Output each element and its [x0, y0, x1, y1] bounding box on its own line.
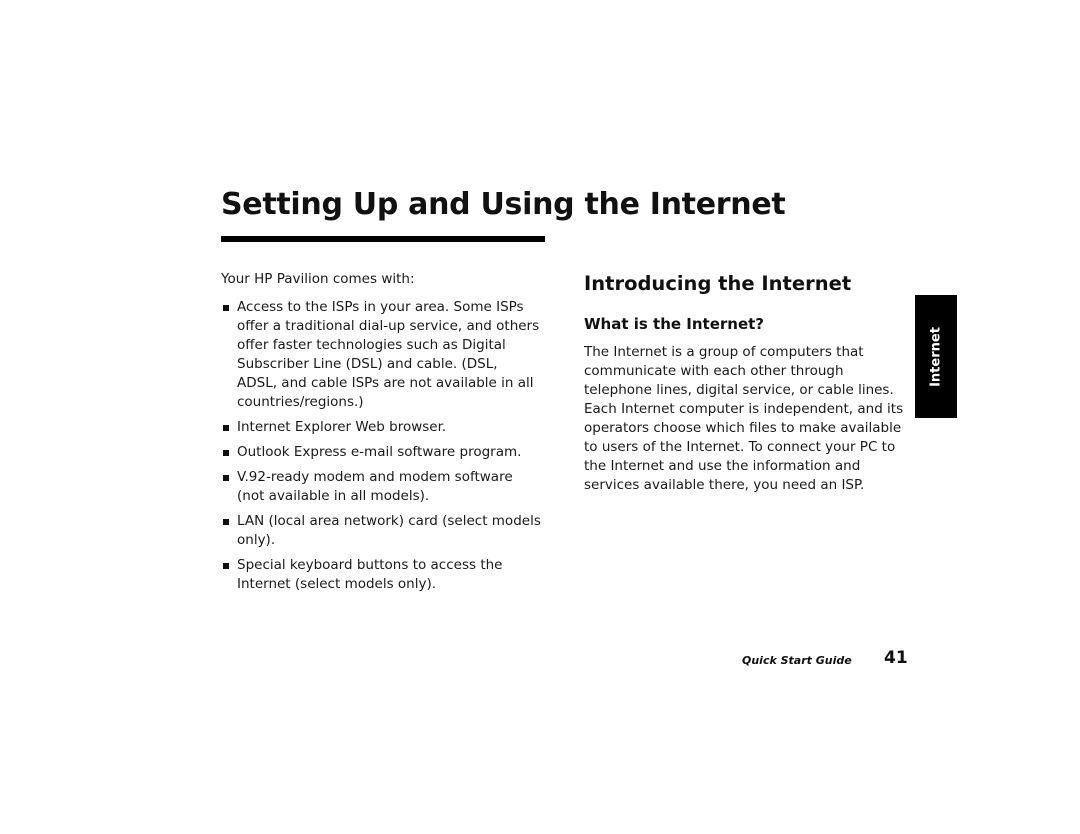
list-item — [221, 443, 541, 462]
bullet-icon — [223, 563, 229, 569]
bullet-icon — [223, 305, 229, 311]
bullet-icon — [223, 475, 229, 481]
right-column — [584, 271, 909, 495]
list-item — [221, 468, 541, 506]
intro-text: Your HP Pavilion comes with: — [221, 271, 415, 287]
title-rule — [221, 236, 545, 242]
list-item-text: Special keyboard buttons to access the Internet (select models only). — [237, 557, 503, 592]
list-item-text: Internet Explorer Web browser. — [237, 419, 447, 435]
list-item-text: Outlook Express e-mail software program. — [237, 444, 522, 460]
left-column — [221, 270, 541, 600]
chapter-side-tab — [915, 295, 957, 418]
bullet-icon — [223, 450, 229, 456]
page-title: Setting Up and Using the Internet — [221, 187, 786, 222]
body-paragraph: The Internet is a group of computers that communicate with each other through telephone lines, digital service, or cable lines. Each Internet computer is independent, and its operators choose which files to make available to users of the Internet. To connect your PC to the Internet and use the information and services available there, you need an ISP. — [584, 344, 904, 493]
list-item-text: V.92-ready modem and modem software (not available in all models). — [237, 469, 513, 504]
side-tab-label: Internet — [928, 326, 944, 387]
page-number: 41 — [884, 648, 908, 668]
footer-guide-label: Quick Start Guide — [742, 654, 852, 667]
list-item — [221, 418, 541, 437]
section-heading: Introducing the Internet — [584, 272, 852, 295]
list-item-text: LAN (local area network) card (select models only). — [237, 513, 541, 548]
list-item — [221, 298, 541, 412]
list-item — [221, 512, 541, 550]
list-item-text: Access to the ISPs in your area. Some ISPs offer a traditional dial-up service, and others offer faster technologies such as Digital Subscriber Line (DSL) and cable. (DSL, ADSL, and cable ISPs are not available in all countries/regions.) — [237, 299, 540, 410]
sub-heading: What is the Internet? — [584, 315, 764, 333]
bullet-icon — [223, 425, 229, 431]
feature-list — [221, 298, 541, 594]
bullet-icon — [223, 519, 229, 525]
list-item — [221, 556, 541, 594]
